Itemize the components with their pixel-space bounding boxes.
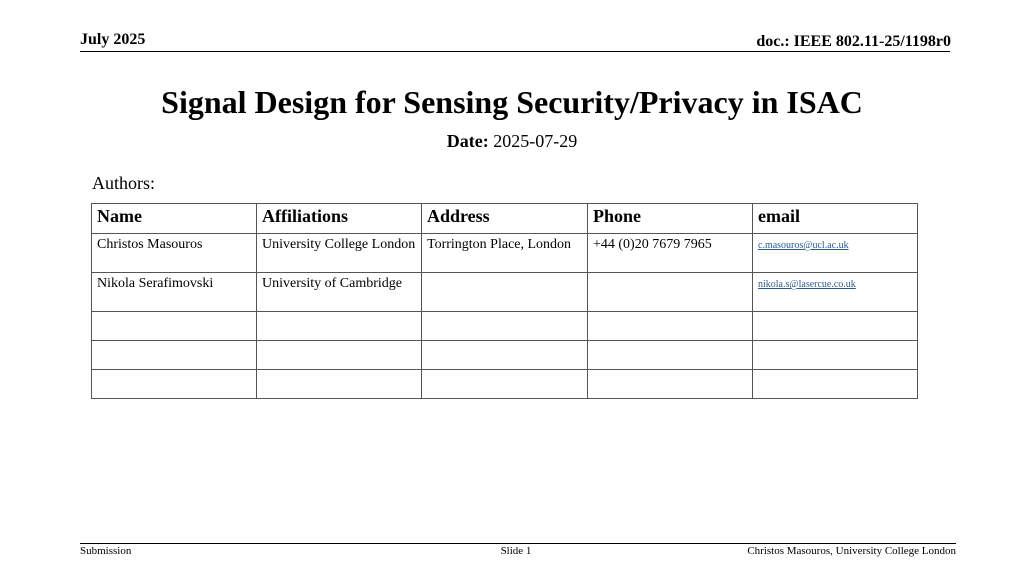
empty-cell — [92, 370, 257, 399]
footer-author: Christos Masouros, University College London — [747, 545, 956, 557]
footer-submission: Submission — [80, 545, 132, 557]
empty-cell — [92, 341, 257, 370]
column-header-email: email — [753, 204, 918, 234]
empty-cell — [753, 341, 918, 370]
column-header-name: Name — [92, 204, 257, 234]
authors-label: Authors: — [92, 173, 155, 193]
table-row — [92, 234, 918, 273]
date-label: Date: — [446, 131, 489, 151]
header-divider — [80, 51, 950, 52]
slide-title: Signal Design for Sensing Security/Privacy in ISAC — [161, 84, 863, 120]
empty-cell — [753, 312, 918, 341]
column-header-affiliations: Affiliations — [257, 204, 422, 234]
author-email-link[interactable]: c.masouros@ucl.ac.uk — [758, 240, 849, 251]
empty-cell — [588, 312, 753, 341]
authors-table — [91, 203, 918, 399]
footer-slide-number: Slide 1 — [500, 545, 532, 557]
empty-cell — [753, 370, 918, 399]
date-value: 2025-07-29 — [493, 131, 578, 151]
empty-cell — [257, 341, 422, 370]
header-date: July 2025 — [80, 31, 146, 48]
author-phone: +44 (0)20 7679 7965 — [588, 234, 753, 273]
empty-cell — [422, 312, 588, 341]
header-doc-id: doc.: IEEE 802.11-25/1198r0 — [756, 33, 951, 50]
empty-cell — [257, 370, 422, 399]
author-affiliation: University of Cambridge — [257, 273, 422, 312]
author-name: Nikola Serafimovski — [92, 273, 257, 312]
date-line — [0, 131, 1024, 152]
author-email-link[interactable]: nikola.s@lasercue.co.uk — [758, 279, 856, 290]
empty-cell — [257, 312, 422, 341]
table-header-row — [92, 204, 918, 234]
author-name: Christos Masouros — [92, 234, 257, 273]
table-row-empty — [92, 312, 918, 341]
column-header-phone: Phone — [588, 204, 753, 234]
table-row — [92, 273, 918, 312]
table-row-empty — [92, 341, 918, 370]
empty-cell — [588, 370, 753, 399]
empty-cell — [422, 370, 588, 399]
empty-cell — [588, 341, 753, 370]
footer-divider — [80, 543, 956, 544]
author-email-cell — [753, 273, 918, 312]
table-row-empty — [92, 370, 918, 399]
author-affiliation: University College London — [257, 234, 422, 273]
column-header-address: Address — [422, 204, 588, 234]
author-address — [422, 273, 588, 312]
author-phone — [588, 273, 753, 312]
empty-cell — [92, 312, 257, 341]
author-email-cell — [753, 234, 918, 273]
empty-cell — [422, 341, 588, 370]
author-address: Torrington Place, London — [422, 234, 588, 273]
